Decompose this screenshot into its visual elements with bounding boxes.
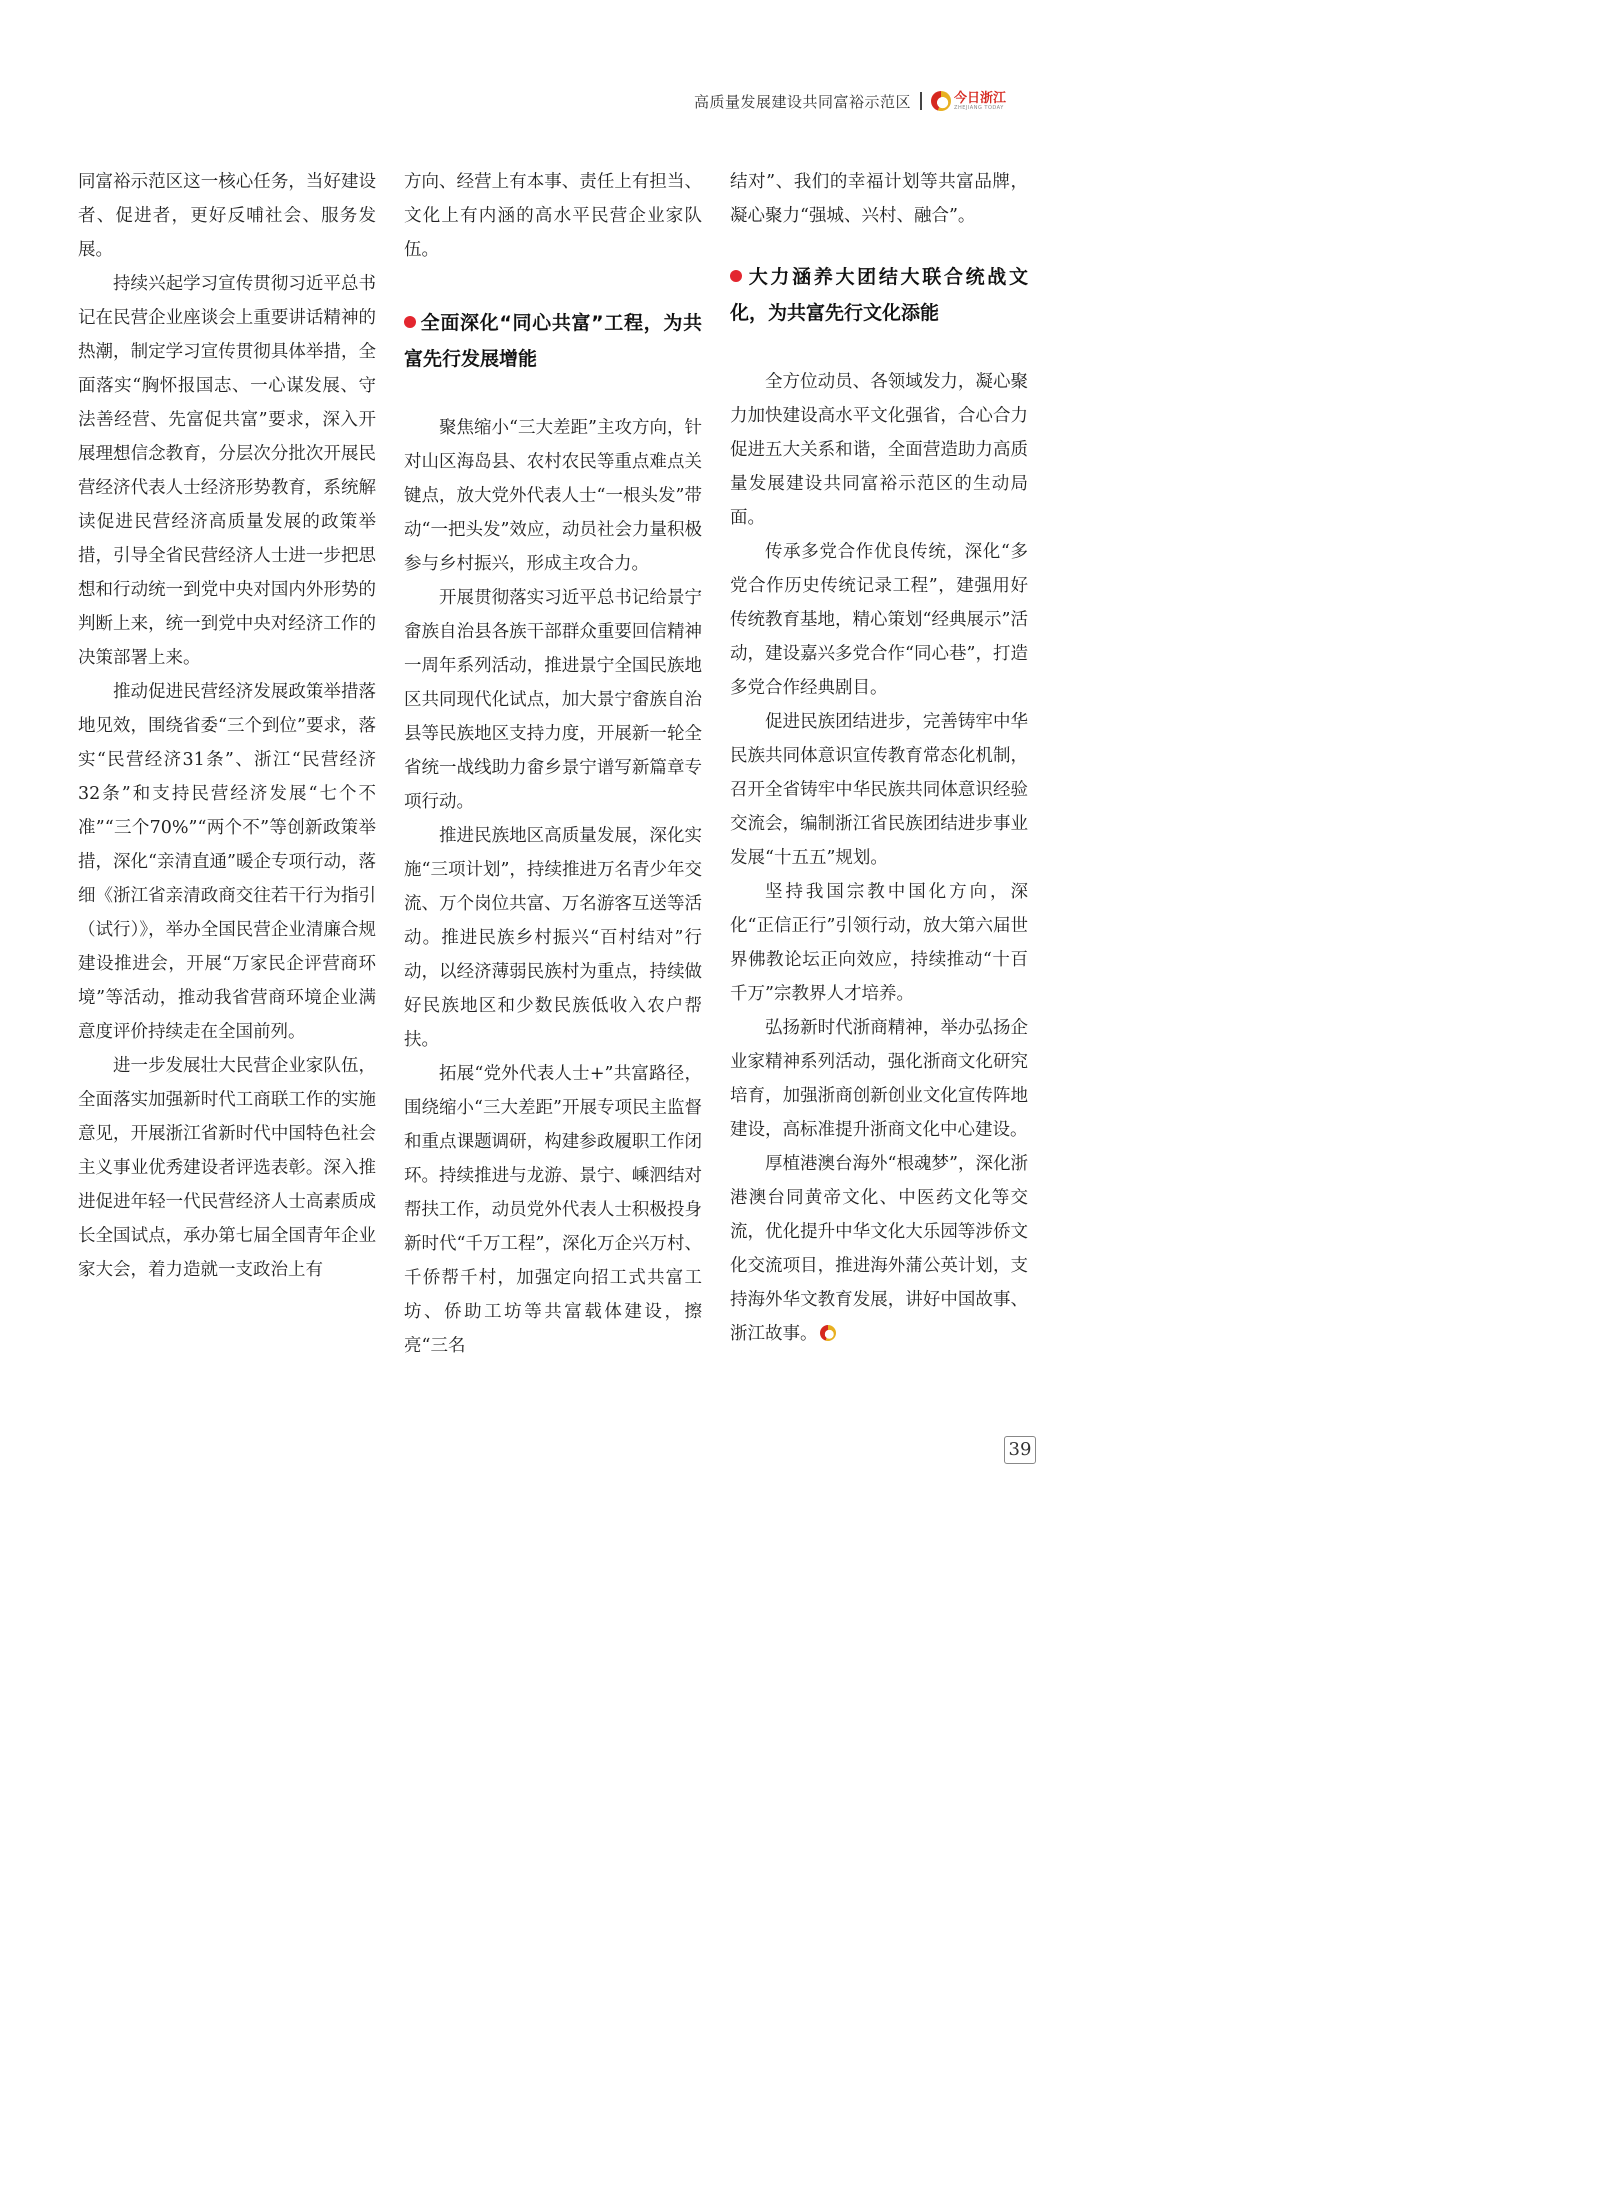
paragraph-text: 进一步发展壮大民营企业家队伍，全面落实加强新时代工商联工作的实施意见，开展浙江省新时代中国特色社会主义事业优秀建设者评选表彰。深入推进促进年轻一代民营经济人士高素质成长全国试点，承办第七届全国青年企业家大会，着力造就一支政治上有: [78, 1056, 376, 1280]
body-paragraph: [730, 365, 1028, 535]
paragraph-text: 全方位动员、各领域发力，凝心聚力加快建设高水平文化强省，合心合力促进五大关系和谐，全面营造助力高质量发展建设共同富裕示范区的生动局面。: [730, 372, 1028, 528]
paragraph-text: 开展贯彻落实习近平总书记给景宁畲族自治县各族干部群众重要回信精神一周年系列活动，推进景宁全国民族地区共同现代化试点，加大景宁畲族自治县等民族地区支持力度，开展新一轮全省统一战线助力畲乡景宁谱写新篇章专项行动。: [404, 588, 702, 812]
paragraph-text: 拓展“党外代表人士+”共富路径，围绕缩小“三大差距”开展专项民主监督和重点课题调研，构建参政履职工作闭环。持续推进与龙游、景宁、嵊泗结对帮扶工作，动员党外代表人士积极投身新时代“千万工程”，深化万企兴万村、千侨帮千村，加强定向招工式共富工坊、侨助工坊等共富载体建设，擦亮“三名: [404, 1064, 702, 1356]
logo-english: ZHEJIANG TODAY: [954, 104, 1004, 111]
body-paragraph: [78, 267, 376, 675]
paragraph-text: 方向、经营上有本事、责任上有担当、文化上有内涵的高水平民营企业家队伍。: [404, 172, 702, 260]
article-end-icon: [820, 1325, 836, 1341]
paragraph-text: 促进民族团结进步，完善铸牢中华民族共同体意识宣传教育常态化机制，召开全省铸牢中华民族共同体意识经验交流会，编制浙江省民族团结进步事业发展“十五五”规划。: [730, 712, 1028, 868]
text-column-1: [78, 165, 376, 1287]
body-paragraph: [730, 1011, 1028, 1147]
text-column-3: [730, 165, 1028, 1351]
text-column-2: [404, 165, 702, 1363]
section-heading-text: 大力涵养大团结大联合统战文化，为共富先行文化添能: [730, 266, 1028, 324]
paragraph-text: 持续兴起学习宣传贯彻习近平总书记在民营企业座谈会上重要讲话精神的热潮，制定学习宣传贯彻具体举措，全面落实“胸怀报国志、一心谋发展、守法善经营、先富促共富”要求，深入开展理想信念教育，分层次分批次开展民营经济代表人士经济形势教育，系统解读促进民营经济高质量发展的政策举措，引导全省民营经济人士进一步把思想和行动统一到党中央对国内外形势的判断上来，统一到党中央对经济工作的决策部署上来。: [78, 274, 376, 668]
logo-wordmark: [954, 92, 1006, 111]
paragraph-text: 聚焦缩小“三大差距”主攻方向，针对山区海岛县、农村农民等重点难点关键点，放大党外代表人士“一根头发”带动“一把头发”效应，动员社会力量积极参与乡村振兴，形成主攻合力。: [404, 418, 702, 574]
body-paragraph: [78, 675, 376, 1049]
body-paragraph: [730, 535, 1028, 705]
body-paragraph: [404, 819, 702, 1057]
paragraph-text: 推进民族地区高质量发展，深化实施“三项计划”，持续推进万名青少年交流、万个岗位共富、万名游客互送等活动。推进民族乡村振兴“百村结对”行动，以经济薄弱民族村为重点，持续做好民族地区和少数民族低收入农户帮扶。: [404, 826, 702, 1050]
section-heading-text: 全面深化“同心共富”工程，为共富先行发展增能: [404, 312, 702, 370]
section-heading: [404, 305, 702, 377]
body-paragraph: [404, 1057, 702, 1363]
paragraph-text: 结对”、我们的幸福计划等共富品牌，凝心聚力“强城、兴村、融合”。: [730, 172, 1028, 226]
body-paragraph: [404, 165, 702, 267]
paragraph-text: 弘扬新时代浙商精神，举办弘扬企业家精神系列活动，强化浙商文化研究培育，加强浙商创新创业文化宣传阵地建设，高标准提升浙商文化中心建设。: [730, 1018, 1028, 1140]
paragraph-text: 坚持我国宗教中国化方向，深化“正信正行”引领行动，放大第六届世界佛教论坛正向效应，持续推动“十百千万”宗教界人才培养。: [730, 882, 1028, 1004]
magazine-logo: [931, 91, 1006, 111]
logo-icon: [931, 91, 951, 111]
paragraph-text: 厚植港澳台海外“根魂梦”，深化浙港澳台同黄帝文化、中医药文化等交流，优化提升中华文化大乐园等涉侨文化交流项目，推进海外蒲公英计划，支持海外华文教育发展，讲好中国故事、浙江故事。: [730, 1154, 1028, 1344]
page-number: 39: [1004, 1436, 1036, 1464]
body-paragraph: [404, 581, 702, 819]
page-header: [694, 88, 1006, 114]
body-paragraph: [730, 705, 1028, 875]
body-paragraph: [78, 1049, 376, 1287]
section-title: 高质量发展建设共同富裕示范区: [694, 92, 912, 111]
logo-chinese: 今日浙江: [954, 90, 1007, 106]
body-paragraph: [404, 411, 702, 581]
body-paragraph: [730, 875, 1028, 1011]
body-paragraph: [730, 165, 1028, 233]
bullet-dot-icon: [730, 270, 742, 282]
body-paragraph: [730, 1147, 1028, 1351]
bullet-dot-icon: [404, 316, 416, 328]
paragraph-text: 传承多党合作优良传统，深化“多党合作历史传统记录工程”，建强用好传统教育基地，精心策划“经典展示”活动，建设嘉兴多党合作“同心巷”，打造多党合作经典剧目。: [730, 542, 1028, 698]
paragraph-text: 推动促进民营经济发展政策举措落地见效，围绕省委“三个到位”要求，落实“民营经济31条”、浙江“民营经济32条”和支持民营经济发展“七个不准”“三个70%”“两个不”等创新政策举措，深化“亲清直通”暖企专项行动，落细《浙江省亲清政商交往若干行为指引（试行）》，举办全国民营企业清廉合规建设推进会，开展“万家民企评营商环境”等活动，推动我省营商环境企业满意度评价持续走在全国前列。: [78, 682, 376, 1042]
body-paragraph: [78, 165, 376, 267]
paragraph-text: 同富裕示范区这一核心任务，当好建设者、促进者，更好反哺社会、服务发展。: [78, 172, 376, 260]
section-heading: [730, 259, 1028, 331]
header-divider: [920, 92, 922, 110]
